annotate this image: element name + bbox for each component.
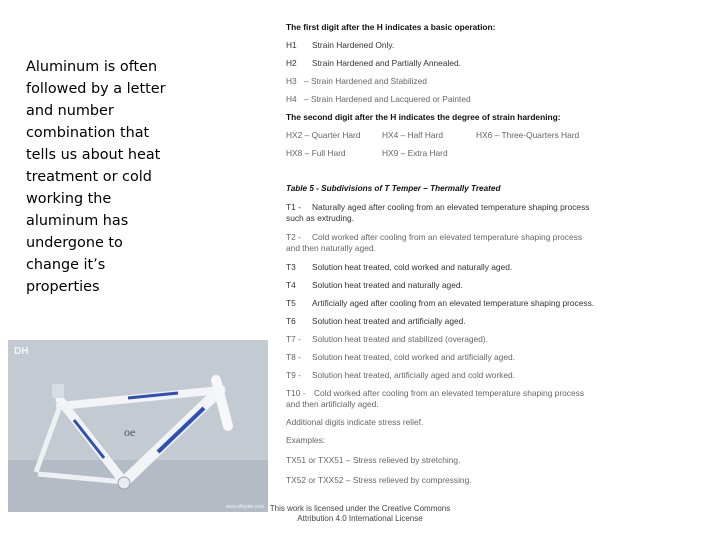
t-code: T8 - — [286, 352, 301, 362]
h-desc: – Strain Hardened and Stabilized — [304, 76, 427, 86]
bike-frame-image — [8, 340, 270, 512]
t-code: T1 - — [286, 202, 301, 212]
t-desc: Solution heat treated, artificially aged and cold worked. — [312, 370, 515, 380]
t-desc: Solution heat treated and artificially aged. — [312, 316, 466, 326]
t-code: T9 - — [286, 370, 301, 380]
table-caption: Table 5 - Subdivisions of T Temper – Thermally Treated — [286, 184, 501, 193]
h-heading: The first digit after the H indicates a basic operation: — [286, 22, 496, 32]
t-item-cont: such as extruding. — [286, 213, 354, 223]
extra-note: Additional digits indicate stress relief. — [286, 417, 424, 427]
t-desc: Cold worked after cooling from an elevated temperature shaping process — [314, 388, 585, 398]
h-item — [286, 58, 461, 68]
body-text: Aluminum is often followed by a letter and number combination that tells us about heat treatment or cold working the aluminum has undergone to change it’s properties — [26, 59, 166, 295]
t-item — [286, 370, 515, 380]
t-item — [286, 280, 463, 290]
t-item-cont: and then artificially aged. — [286, 399, 379, 409]
t-item — [286, 334, 488, 344]
photo-watermark: www.dhgate.com — [225, 504, 264, 510]
h-code: H2 — [286, 58, 297, 68]
license-footer — [262, 504, 458, 524]
degree-cell: HX9 – Extra Hard — [382, 148, 448, 158]
svg-text:oe: oe — [124, 425, 136, 439]
h-item — [286, 40, 394, 50]
photo-logo: DH — [14, 346, 29, 357]
degree-heading: The second digit after the H indicates the degree of strain hardening: — [286, 112, 561, 122]
t-item — [286, 232, 582, 242]
t-item-cont: and then naturally aged. — [286, 243, 376, 253]
t-desc: Solution heat treated, cold worked and artificially aged. — [312, 352, 515, 362]
h-code: H4 — [286, 94, 297, 104]
t-code: T7 - — [286, 334, 301, 344]
h-desc: Strain Hardened and Partially Annealed. — [312, 58, 461, 68]
t-item — [286, 262, 512, 272]
degree-cell: HX6 – Three-Quarters Hard — [476, 130, 580, 140]
degree-row — [286, 148, 448, 158]
t-desc: Solution heat treated and stabilized (overaged). — [312, 334, 488, 344]
h-item — [286, 76, 427, 86]
h-code: H1 — [286, 40, 297, 50]
bike-frame-photo — [8, 340, 270, 512]
example-item: TX51 or TXX51 – Stress relieved by stretching. — [286, 455, 461, 465]
degree-cell: HX2 – Quarter Hard — [286, 130, 361, 140]
t-item — [286, 388, 584, 398]
t-code: T3 — [286, 262, 296, 272]
h-code: H3 — [286, 76, 297, 86]
license-line-1: This work is licensed under the Creative Commons — [269, 504, 451, 513]
t-desc: Naturally aged after cooling from an elevated temperature shaping process — [312, 202, 590, 212]
t-desc: Artificially aged after cooling from an elevated temperature shaping process. — [312, 298, 595, 308]
t-item — [286, 202, 589, 212]
t-desc: Cold worked after cooling from an elevated temperature shaping process — [312, 232, 583, 242]
example-item: TX52 or TXX52 – Stress relieved by compressing. — [286, 475, 472, 485]
t-code: T6 — [286, 316, 296, 326]
h-desc: – Strain Hardened and Lacquered or Painted — [304, 94, 471, 104]
t-code: T2 - — [286, 232, 301, 242]
t-desc: Solution heat treated, cold worked and naturally aged. — [312, 262, 513, 272]
license-line-2: Attribution 4.0 International License — [297, 514, 423, 523]
h-item — [286, 94, 471, 104]
t-item — [286, 352, 515, 362]
degree-cell: HX4 – Half Hard — [382, 130, 443, 140]
t-code: T5 — [286, 298, 296, 308]
temper-table — [268, 14, 644, 512]
t-item — [286, 298, 594, 308]
degree-cell: HX8 – Full Hard — [286, 148, 346, 158]
t-desc: Solution heat treated and naturally aged. — [312, 280, 463, 290]
examples-label: Examples: — [286, 435, 326, 445]
t-code: T10 - — [286, 388, 306, 398]
degree-row — [286, 130, 579, 140]
t-item — [286, 316, 466, 326]
h-desc: Strain Hardened Only. — [312, 40, 395, 50]
t-code: T4 — [286, 280, 296, 290]
